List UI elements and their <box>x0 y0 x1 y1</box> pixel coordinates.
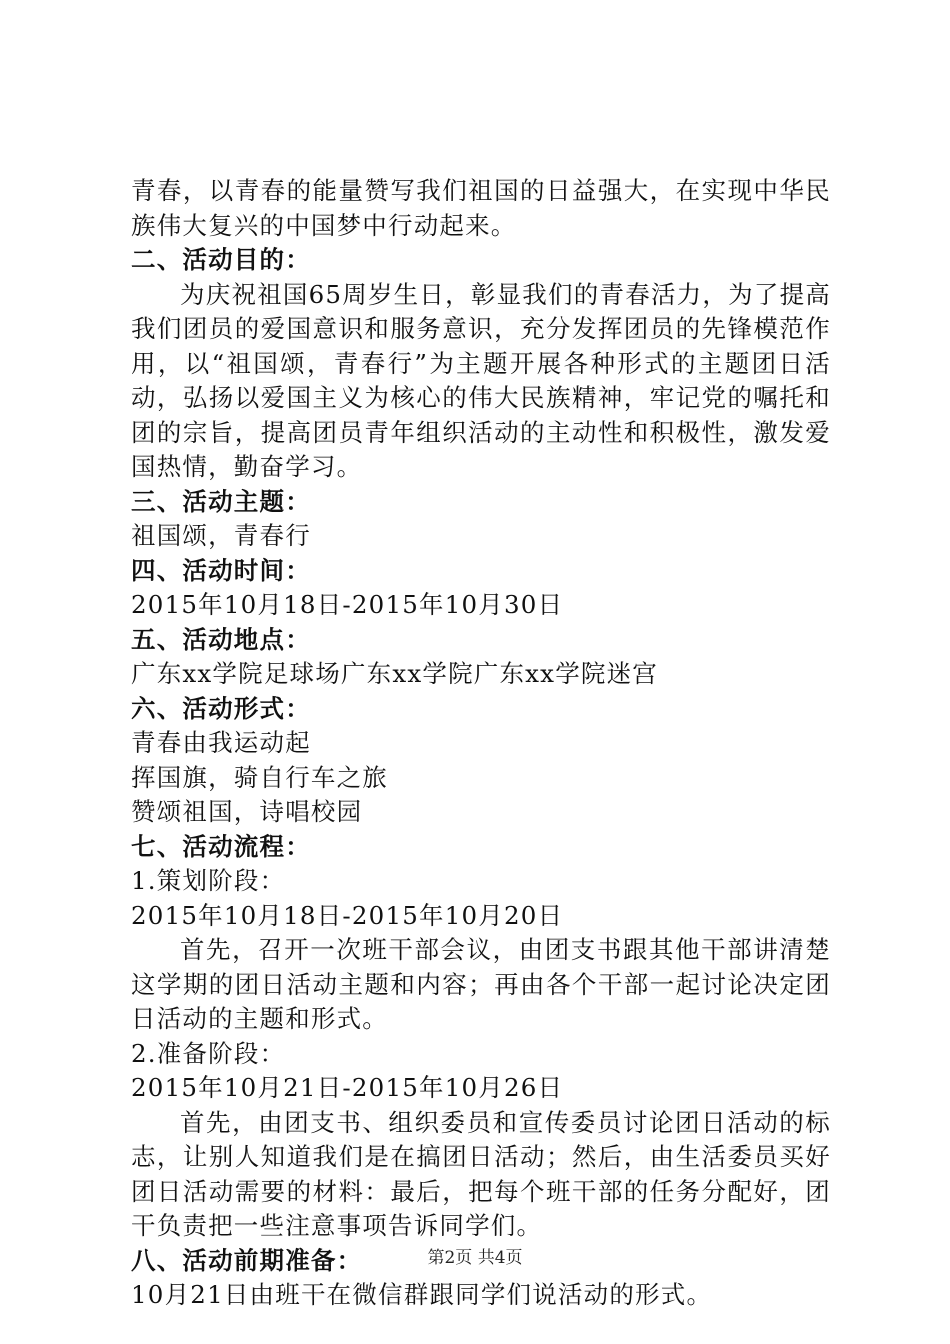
section-heading: 八、活动前期准备： <box>131 1245 363 1275</box>
text-line: 2015年10月21日-2015年10月26日 <box>131 1073 564 1102</box>
document-body <box>131 174 831 1313</box>
section-heading: 七、活动流程： <box>131 831 311 861</box>
text-line: 2015年10月18日-2015年10月30日 <box>131 590 564 619</box>
section-heading: 三、活动主题： <box>131 486 311 516</box>
text-line: 2015年10月18日-2015年10月20日 <box>131 900 564 930</box>
text-line: 赞颂祖国，诗唱校园 <box>131 797 363 826</box>
section-heading: 六、活动形式： <box>131 693 311 723</box>
paragraph: 青春，以青春的能量赞写我们祖国的日益强大，在实现中华民族伟大复兴的中国梦中行动起来。 <box>131 176 831 240</box>
page-footer: 第2页 共4页 <box>427 1248 523 1268</box>
paragraph: 首先，召开一次班干部会议，由团支书跟其他干部讲清楚这学期的团日活动主题和内容；再由各个干部一起讨论决定团日活动的主题和形式。 <box>131 935 831 1033</box>
text-line: 1.策划阶段： <box>131 866 286 895</box>
section-heading: 五、活动地点： <box>131 624 311 654</box>
text-line: 10月21日由班干在微信群跟同学们说活动的形式。 <box>131 1280 713 1309</box>
paragraph: 首先，由团支书、组织委员和宣传委员讨论团日活动的标志，让别人知道我们是在搞团日活动；然后，由生活委员买好团日活动需要的材料：最后，把每个班干部的任务分配好，团干负责把一些注意事项告诉同学们。 <box>131 1107 831 1240</box>
paragraph: 为庆祝祖国65周岁生日，彰显我们的青春活力，为了提高我们团员的爱国意识和服务意识，充分发挥团员的先锋模范作用，以“祖国颂，青春行”为主题开展各种形式的主题团日活动，弘扬以爱国主义为核心的伟大民族精神，牢记党的嘱托和团的宗旨，提高团员青年组织活动的主动性和积极性，激发爱国热情，勤奋学习。 <box>131 279 831 481</box>
text-line: 祖国颂，青春行 <box>131 521 311 550</box>
section-heading: 二、活动目的： <box>131 245 311 274</box>
text-line: 2.准备阶段： <box>131 1038 286 1068</box>
section-heading: 四、活动时间： <box>131 555 311 585</box>
text-line: 广东xx学院足球场广东xx学院广东xx学院迷宫 <box>131 659 659 688</box>
text-line: 挥国旗，骑自行车之旅 <box>131 762 388 792</box>
text-line: 青春由我运动起 <box>131 728 311 757</box>
